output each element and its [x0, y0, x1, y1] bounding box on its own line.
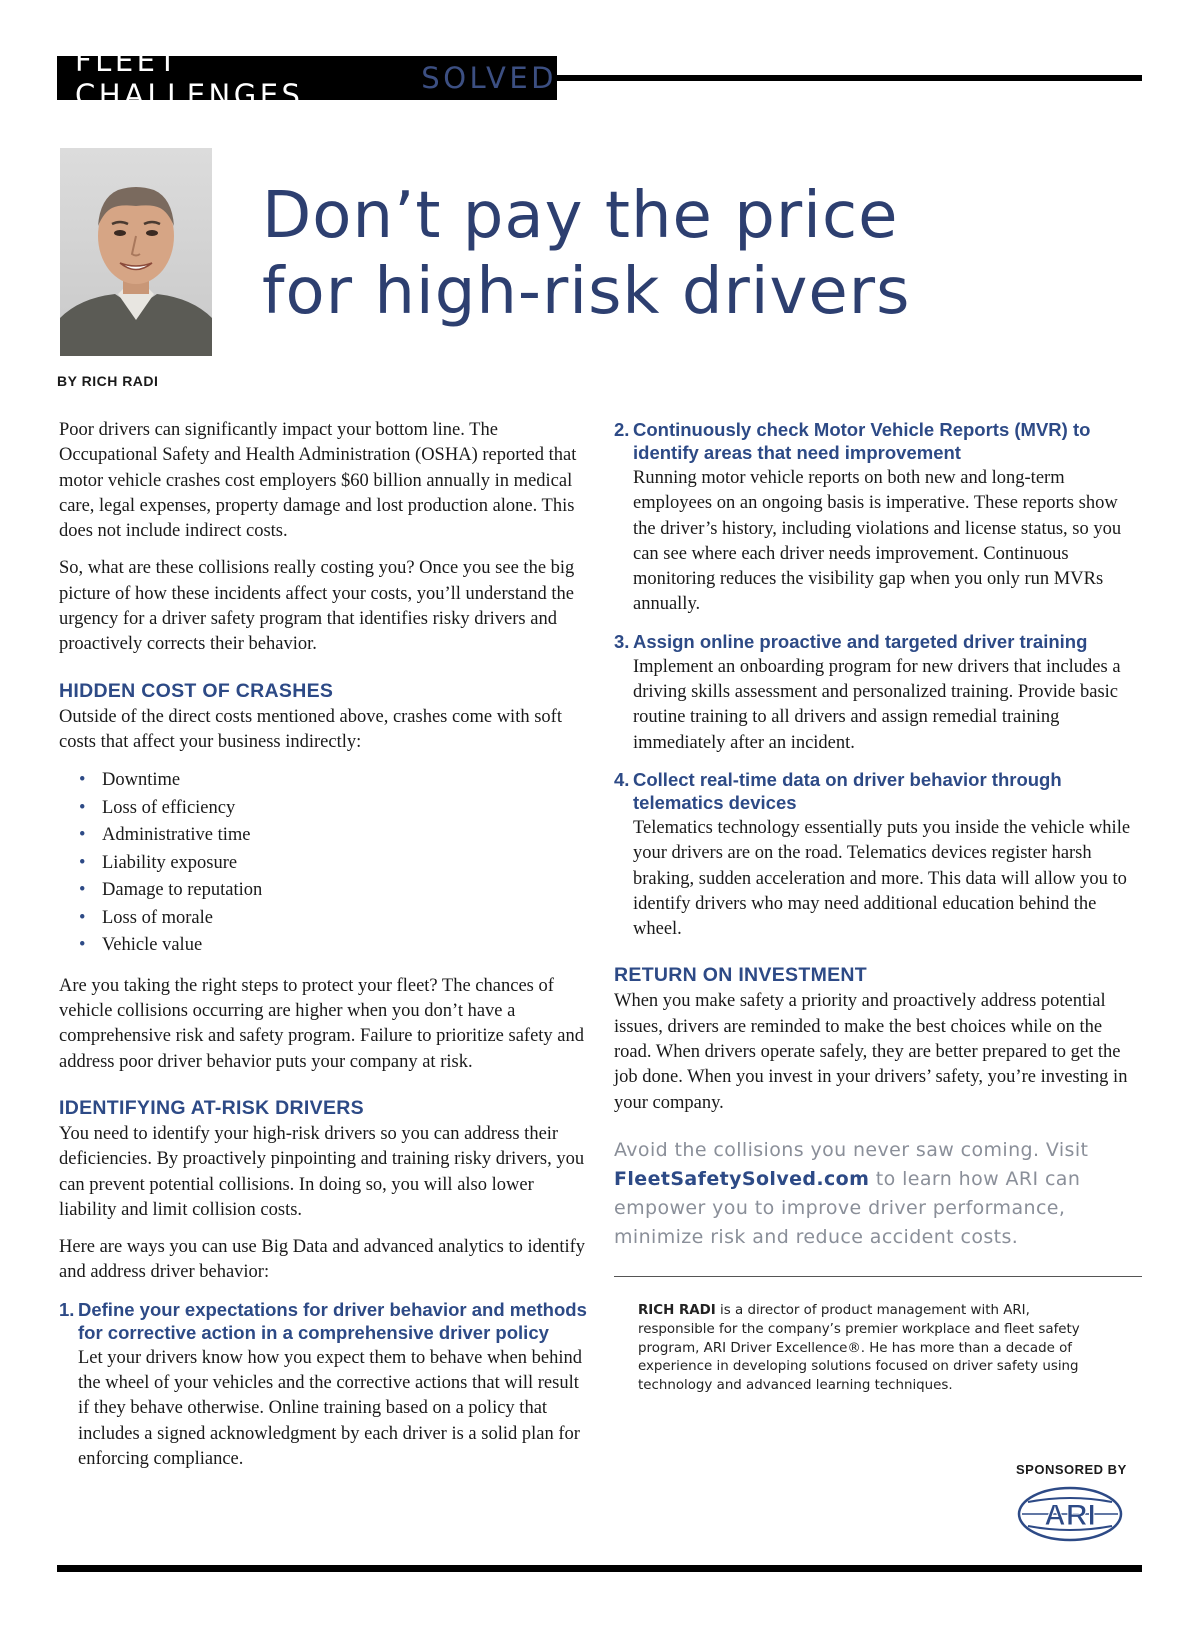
list-item: • Damage to reputation — [79, 877, 589, 905]
call-to-action: Avoid the collisions you never saw coming. Visit FleetSafetySolved.com to learn how ARI can empower you to improve driver performance, minimize risk and reduce accident costs. — [614, 1138, 1089, 1248]
identifying-heading: IDENTIFYING AT-RISK DRIVERS — [59, 1096, 364, 1119]
step-3 — [614, 630, 1144, 756]
step-text: Implement an onboarding program for new drivers that includes a driving skills assessment and personalized training. Provide basic routine training to all drivers and assign remedial training immediately after an incident. — [633, 656, 1121, 753]
byline: BY RICH RADI — [57, 373, 159, 389]
headline-line-1: Don’t pay the price — [262, 179, 899, 253]
step-text: Telematics technology essentially puts you inside the vehicle while your drivers are on the road. Telematics devices register harsh braking, sudden acceleration and more. This data will allow you to identify drivers who may need additional education behind the wheel. — [633, 817, 1131, 940]
step-title: Continuously check Motor Vehicle Reports (MVR) to identify areas that need improvement — [633, 419, 1091, 463]
intro-paragraph-2: So, what are these collisions really costing you? Once you see the big picture of how these incidents affect your costs, you’ll understand the urgency for a driver safety program that identifies risky drivers and proactively corrects their behavior. — [59, 558, 575, 655]
headline — [262, 178, 1142, 330]
bullet-icon: • — [79, 797, 86, 818]
step-4 — [614, 768, 1144, 942]
svg-text:ARI: ARI — [1044, 1499, 1096, 1532]
sponsored-by-label: SPONSORED BY — [1016, 1462, 1127, 1477]
step-number: 4. — [614, 768, 630, 790]
banner-title: FLEET CHALLENGES — [75, 44, 304, 112]
step-text: Let your drivers know how you expect them to behave when behind the wheel of your vehicles and the corrective actions that will result if they behave otherwise. Online training based on a policy that includes a signed acknowledgment by each driver is a solid plan for enforcing compliance. — [78, 1347, 582, 1469]
right-column — [614, 418, 1144, 1252]
banner — [57, 44, 557, 112]
identifying-paragraph-1: You need to identify your high-risk drivers so you can address their deficiencies. By proactively pinpointing and training risky drivers, you can prevent potential collisions. In doing so, you will also lower liability and limit collision costs. — [59, 1123, 585, 1220]
step-2 — [614, 418, 1144, 618]
list-item: • Vehicle value — [79, 932, 589, 960]
step-title: Assign online proactive and targeted driver training — [633, 630, 1088, 652]
bullet-icon: • — [79, 907, 86, 928]
banner-rule — [557, 75, 1142, 81]
step-number: 1. — [59, 1298, 75, 1320]
list-item: • Administrative time — [79, 822, 589, 850]
step-text: Running motor vehicle reports on both new and long-term employees on an ongoing basis is imperative. These reports show the driver’s history, including violations and license status, so you can see where each driver needs improvement. Continuous monitoring reduces the visibility gap when you only run MVRs annually. — [633, 468, 1122, 615]
step-number: 2. — [614, 419, 630, 440]
footer-rule — [57, 1565, 1142, 1572]
step-number: 3. — [614, 630, 630, 652]
roi-heading: RETURN ON INVESTMENT — [614, 964, 868, 987]
step-title: Collect real-time data on driver behavior through telematics devices — [633, 768, 1062, 813]
bullet-icon: • — [79, 852, 86, 873]
author-photo — [60, 148, 212, 356]
step-title: Define your expectations for driver behavior and methods for corrective action in a comprehensive driver policy — [78, 1298, 587, 1343]
intro-paragraph-1: Poor drivers can significantly impact your bottom line. The Occupational Safety and Health Administration (OSHA) reported that motor vehicle crashes cost employers $60 billion annually in medical care, legal expenses, property damage and lost production alone. This does not include indirect costs. — [59, 420, 577, 542]
bullet-icon: • — [79, 770, 86, 791]
list-item: • Loss of efficiency — [79, 795, 589, 823]
bullet-icon: • — [79, 935, 86, 956]
bio-divider — [614, 1276, 1142, 1277]
step-1 — [59, 1298, 589, 1472]
roi-paragraph: When you make safety a priority and proactively address potential issues, drivers are reminded to make the best choices while on the road. When drivers operate safely, they are better prepared to get the job done. When you invest in your drivers’ safety, you’re investing in your company. — [614, 991, 1128, 1113]
website-link[interactable]: FleetSafetySolved.com — [614, 1167, 870, 1190]
bullet-icon: • — [79, 825, 86, 846]
list-item: • Downtime — [79, 767, 589, 795]
hidden-cost-text: Outside of the direct costs mentioned above, crashes come with soft costs that affect your business indirectly: — [59, 706, 562, 752]
banner-accent: SOLVED — [421, 61, 557, 95]
ari-logo — [1016, 1486, 1124, 1542]
hidden-cost-heading: HIDDEN COST OF CRASHES — [59, 679, 334, 702]
list-item: • Liability exposure — [79, 850, 589, 878]
headline-line-2: for high-risk drivers — [262, 255, 911, 329]
left-column — [59, 418, 589, 1484]
bio-text: is a director of product management with ARI, responsible for the company’s premier workplace and fleet safety program, ARI Driver Excellence®. He has more than a decade of experience in developing solutions focused on driver safety using technology and advanced learning techniques. — [638, 1303, 1080, 1394]
author-bio — [638, 1302, 1108, 1396]
list-item: • Loss of morale — [79, 905, 589, 933]
bullet-icon: • — [79, 880, 86, 901]
soft-costs-list — [59, 767, 589, 960]
protect-fleet-paragraph: Are you taking the right steps to protect your fleet? The chances of vehicle collisions occurring are higher when you don’t have a comprehensive risk and safety program. Failure to prioritize safety and address poor driver behavior puts your company at risk. — [59, 975, 585, 1072]
bio-name: RICH RADI — [638, 1303, 716, 1318]
identifying-paragraph-2: Here are ways you can use Big Data and advanced analytics to identify and address driver behavior: — [59, 1237, 586, 1283]
